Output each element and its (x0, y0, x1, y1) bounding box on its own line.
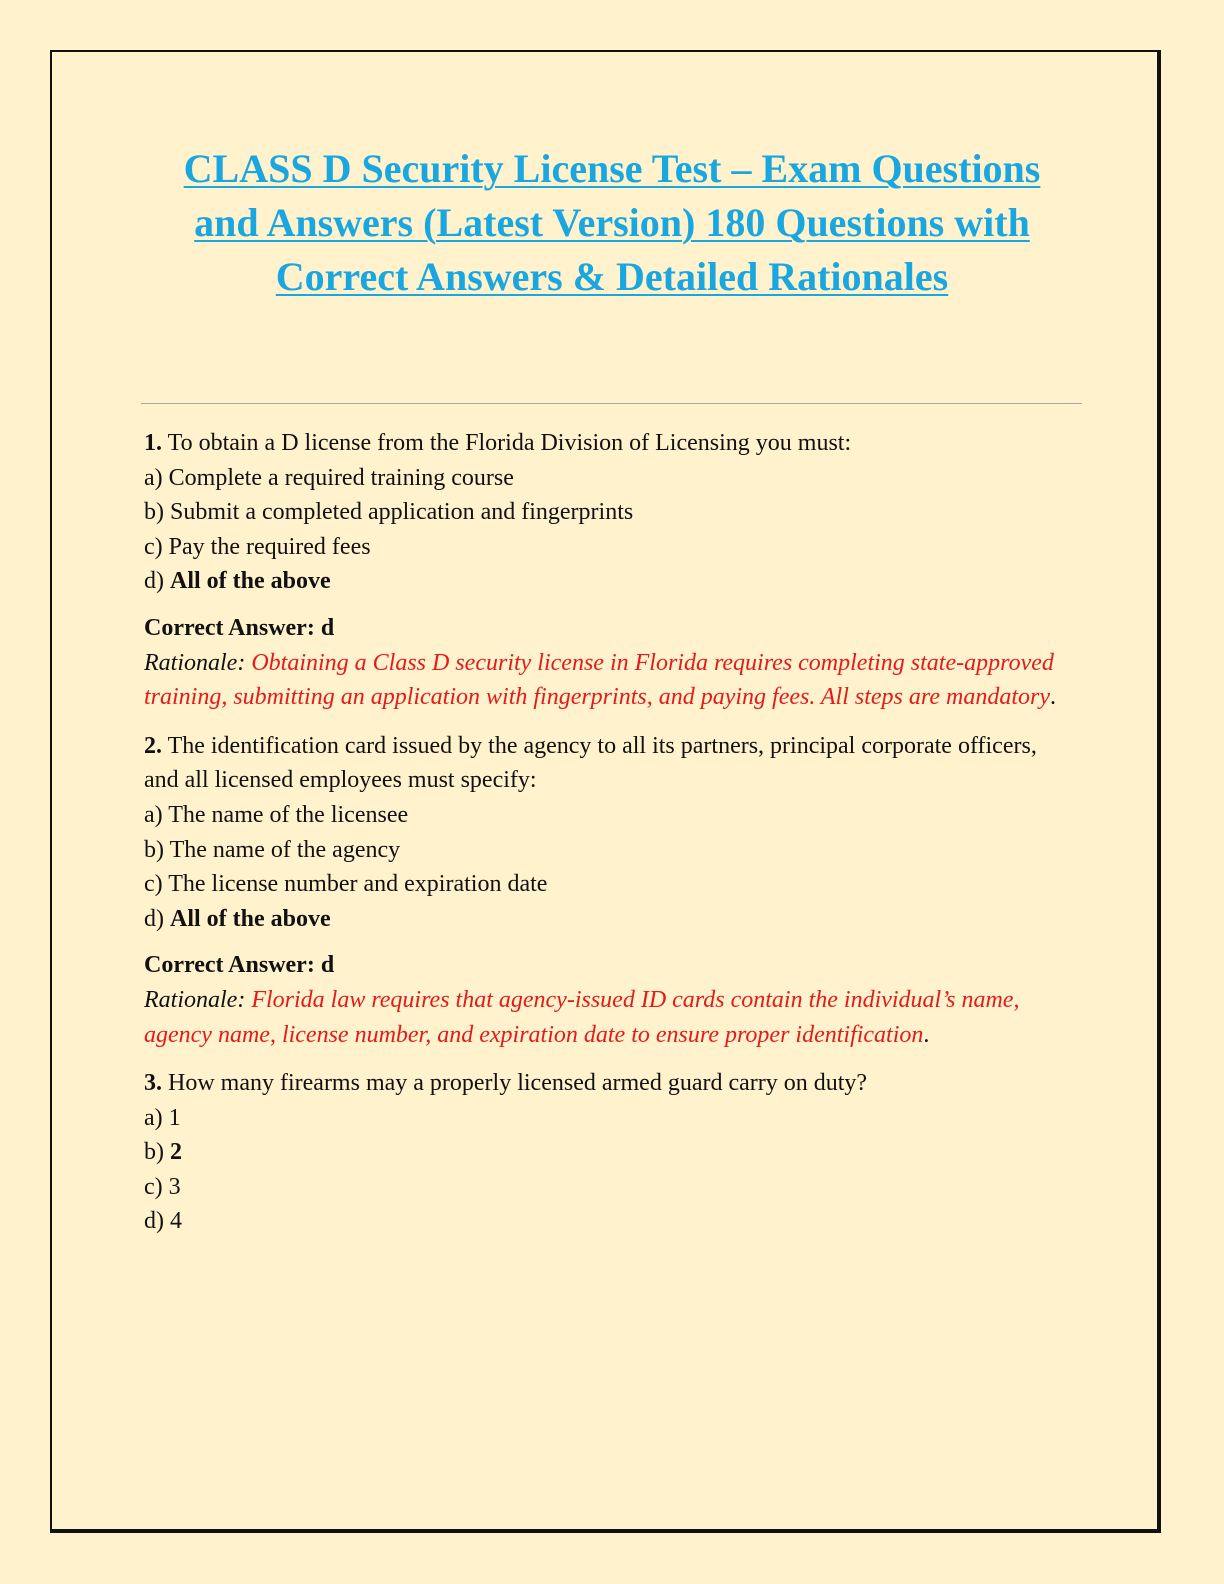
option-1a: a) Complete a required training course (144, 464, 514, 491)
title-divider (141, 403, 1082, 404)
question-1 (144, 426, 1064, 599)
option-1b: b) Submit a completed application and fingerprints (144, 499, 634, 526)
rationale-label: Rationale: (144, 649, 246, 676)
question-2-text: 2. The identification card issued by the agency to all its partners, principal corporate officers, and all licensed employees must specify: (144, 732, 1037, 794)
question-3-text: 3. How many firearms may a properly licensed armed guard carry on duty? (144, 1070, 868, 1097)
question-2 (144, 729, 1064, 937)
option-1d: d) All of the above (144, 568, 331, 595)
answer-block-2 (144, 948, 1064, 1052)
question-3 (144, 1066, 1064, 1239)
rationale-2: Rationale: Florida law requires that agency-issued ID cards contain the individual’s name, agency name, license number, and expiration date to ensure proper identification. (144, 986, 1020, 1048)
option-2a: a) The name of the licensee (144, 801, 409, 828)
correct-answer-1: Correct Answer: d (144, 614, 335, 641)
answer-block-1 (144, 611, 1064, 715)
question-list (144, 426, 1064, 1249)
rationale-text: Obtaining a Class D security license in Florida requires completing state-approved training, submitting an application with fingerprints, and paying fees. All steps are mandatory (144, 649, 1054, 711)
question-1-number: 1. (144, 430, 162, 456)
option-3b: b) 2 (144, 1139, 182, 1166)
rationale-text: Florida law requires that agency-issued ID cards contain the individual’s name, agency name, license number, and expiration date to ensure proper identification (144, 986, 1020, 1048)
option-2d: d) All of the above (144, 905, 331, 932)
question-3-number: 3. (144, 1070, 162, 1097)
question-1-text: 1. To obtain a D license from the Florida Division of Licensing you must: (144, 430, 852, 456)
option-3d: d) 4 (144, 1208, 182, 1235)
option-2b: b) The name of the agency (144, 836, 401, 863)
option-1c: c) Pay the required fees (144, 533, 371, 560)
option-3c: c) 3 (144, 1173, 181, 1200)
rationale-1: Rationale: Obtaining a Class D security license in Florida requires completing state-approved training, submitting an application with fingerprints, and paying fees. All steps are mandatory. (144, 649, 1056, 711)
document-title: CLASS D Security License Test – Exam Questions and Answers (Latest Version) 180 Questions with Correct Answers & Detailed Rationales (183, 146, 1041, 299)
option-2c: c) The license number and expiration date (144, 871, 548, 898)
correct-answer-2: Correct Answer: d (144, 952, 335, 979)
option-3a: a) 1 (144, 1104, 181, 1131)
rationale-label: Rationale: (144, 986, 246, 1013)
question-2-number: 2. (144, 732, 162, 759)
